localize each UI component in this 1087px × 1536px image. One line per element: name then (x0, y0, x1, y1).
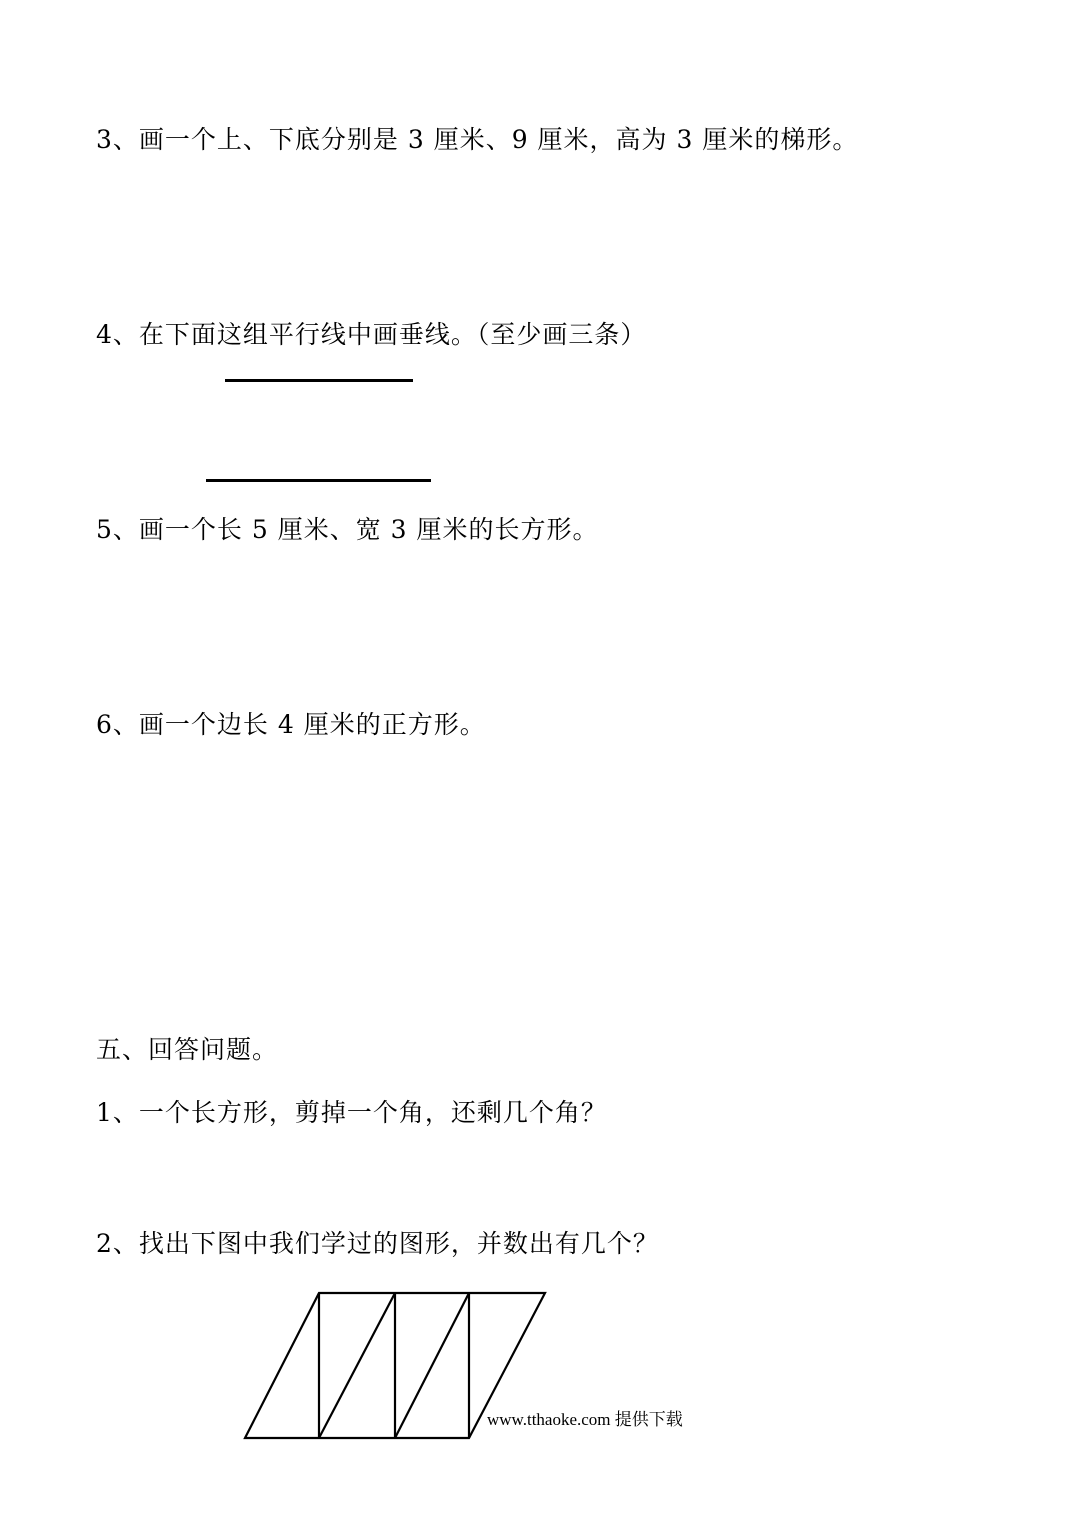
diagonal-line-1 (319, 1293, 395, 1438)
section-5-question-1: 1、一个长方形，剪掉一个角，还剩几个角？ (96, 1098, 607, 1127)
parallel-line-bottom (206, 479, 431, 482)
question-4-perpendiculars: 4、在下面这组平行线中画垂线。（至少画三条） (96, 320, 647, 349)
section-5-question-2: 2、找出下图中我们学过的图形，并数出有几个？ (96, 1229, 659, 1258)
question-3-trapezoid: 3、画一个上、下底分别是 3 厘米、9 厘米，高为 3 厘米的梯形。 (96, 125, 859, 154)
parallel-line-top (225, 379, 413, 382)
question-6-square: 6、画一个边长 4 厘米的正方形。 (96, 710, 486, 739)
watermark-text: www.tthaoke.com 提供下载 (487, 1410, 683, 1429)
question-5-rectangle: 5、画一个长 5 厘米、宽 3 厘米的长方形。 (96, 515, 599, 544)
section-5-heading: 五、回答问题。 (96, 1035, 279, 1064)
diagonal-line-2 (395, 1293, 469, 1438)
